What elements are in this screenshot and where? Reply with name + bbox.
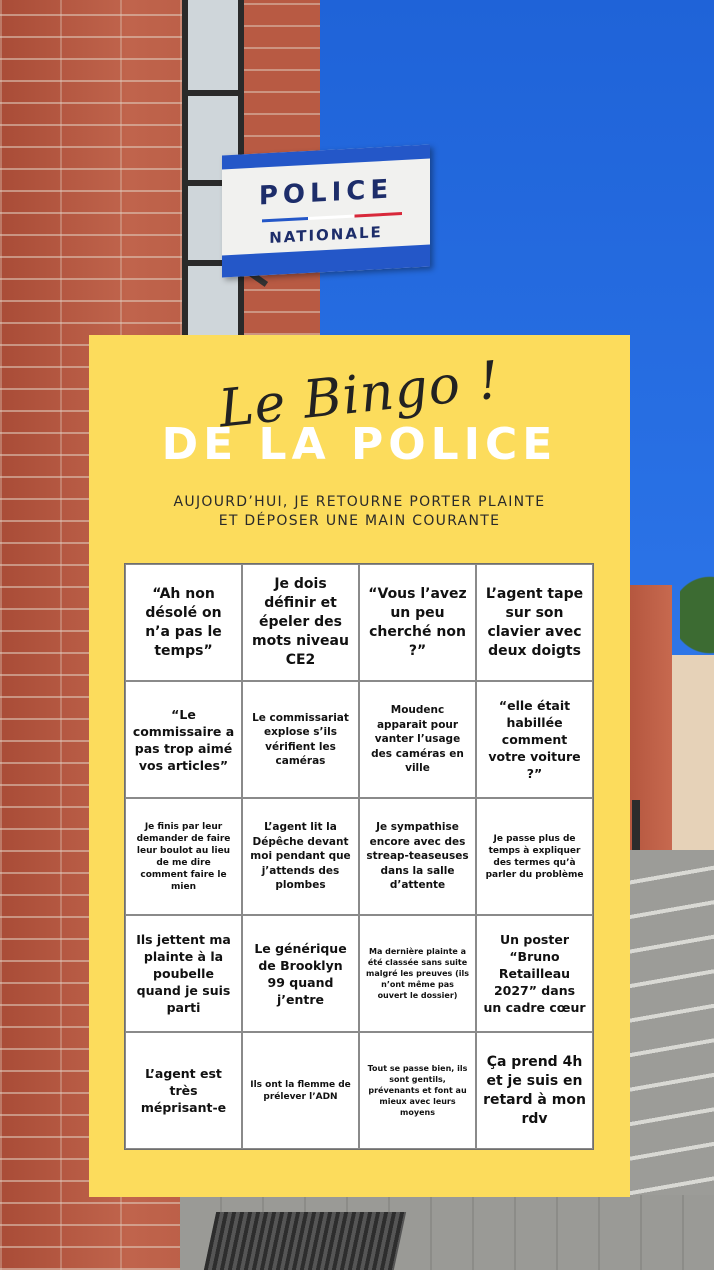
bingo-cell: Je finis par leur demander de faire leur boulot au lieu de me dire comment faire le mien: [125, 798, 242, 915]
bingo-cell: Ils jettent ma plainte à la poubelle quand je suis parti: [125, 915, 242, 1032]
drain-grate: [204, 1212, 406, 1270]
page-title: DE LA POLICE: [161, 419, 558, 470]
bingo-grid: [124, 563, 594, 1150]
subtitle-line-1: AUJOURD’HUI, JE RETOURNE PORTER PLAINTE: [173, 494, 546, 510]
bingo-cell: “Ah non désolé on n’a pas le temps”: [125, 564, 242, 681]
bingo-cell: L’agent tape sur son clavier avec deux doigts: [476, 564, 593, 681]
sign-text-police: POLICE: [258, 174, 394, 212]
tree: [680, 560, 714, 670]
police-sign: [222, 145, 430, 278]
subtitle: [109, 493, 610, 531]
bingo-cell: Je passe plus de temps à expliquer des termes qu’à parler du problème: [476, 798, 593, 915]
title-script: Le Bingo !: [216, 350, 503, 440]
bingo-cell: Je dois définir et épeler des mots niveau CE2: [242, 564, 359, 681]
subtitle-line-2: ET DÉPOSER UNE MAIN COURANTE: [218, 513, 501, 529]
bingo-cell: L’agent est très méprisant-e: [125, 1032, 242, 1149]
bingo-cell: Un poster “Bruno Retailleau 2027” dans un cadre cœur: [476, 915, 593, 1032]
bingo-card: [89, 335, 630, 1197]
sign-text-nationale: NATIONALE: [269, 223, 383, 247]
sidewalk: [630, 850, 714, 1195]
bingo-cell: “elle était habillée comment votre voiture ?”: [476, 681, 593, 798]
window-mullion: [182, 90, 244, 96]
bingo-cell: Le commissariat explose s’ils vérifient les caméras: [242, 681, 359, 798]
bingo-cell: Je sympathise encore avec des streap-teaseuses dans la salle d’attente: [359, 798, 476, 915]
bingo-cell: Le générique de Brooklyn 99 quand j’entre: [242, 915, 359, 1032]
tricolor-stripe: [262, 212, 402, 222]
bingo-cell: L’agent lit la Dépêche devant moi pendant que j’attends des plombes: [242, 798, 359, 915]
bingo-cell: “Vous l’avez un peu cherché non ?”: [359, 564, 476, 681]
bingo-cell: Ça prend 4h et je suis en retard à mon rdv: [476, 1032, 593, 1149]
bingo-cell: Moudenc apparait pour vanter l’usage des caméras en ville: [359, 681, 476, 798]
bingo-cell: Tout se passe bien, ils sont gentils, prévenants et font au mieux avec leurs moyens: [359, 1032, 476, 1149]
bingo-cell: “Le commissaire a pas trop aimé vos articles”: [125, 681, 242, 798]
bingo-cell: Ma dernière plainte a été classée sans suite malgré les preuves (ils n’ont même pas ouvert le dossier): [359, 915, 476, 1032]
bingo-cell: Ils ont la flemme de prélever l’ADN: [242, 1032, 359, 1149]
